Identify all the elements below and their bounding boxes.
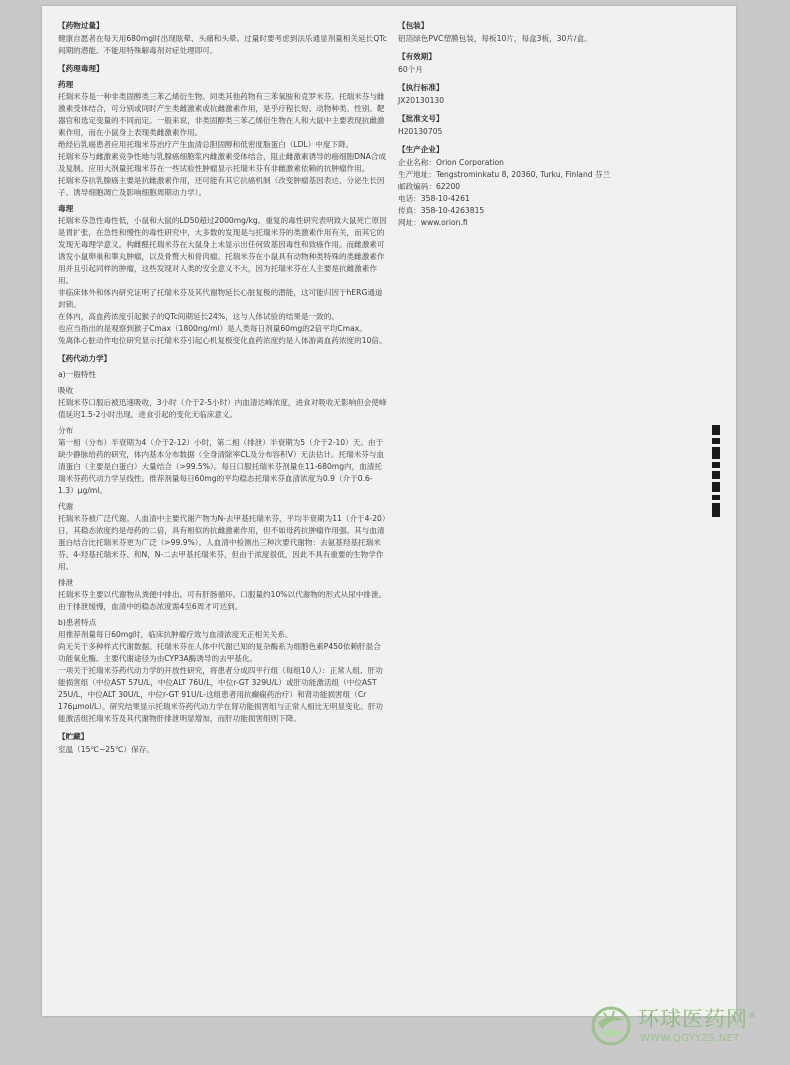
toxicity-paragraph: 也应当指出的是观察到猴子Cmax（1800ng/ml）是人类每日剂量60mg的2倍平均Cmax。 <box>58 324 367 333</box>
manufacturer-label: 电话： <box>398 194 421 203</box>
manufacturer-row <box>398 205 718 217</box>
excretion-subheading: 排泄 <box>58 578 74 587</box>
right-column <box>398 20 718 229</box>
manufacturer-row <box>398 193 718 205</box>
approval-text: H20130705 <box>398 127 443 136</box>
watermark-name <box>638 1003 757 1033</box>
approval-section <box>398 113 718 138</box>
validity-section <box>398 51 718 76</box>
toxicity-paragraph: 在体内，高血药浓度引起猴子的QTc间期延长24%，这与人体试验的结果是一致的。 <box>58 312 339 321</box>
patient-paragraph: 一项关于托瑞米芬药代动力学的开放性研究，将患者分成四平行组（每组10人）：正常人组、肝功能损害组（中位AST 57U/L，中位ALT 76U/L，中位r-GT 329U/L）或肝功能激活组（中位AST 25U/L，中位ALT 30U/L，中位r-GT 91U/L-这组患者用抗癫痫药治疗）和肾功能损害组（Cr 176μmol/L）。研究结果显示托瑞米芬药代动力学在肾功能损害组与正常人相比无明显变化。肝功能激活组托瑞米芬及其代谢物肝排泄明显增加，而肝功能损害组则下降。 <box>58 666 384 723</box>
toxicity-subheading: 毒理 <box>58 204 74 213</box>
approval-heading: 【批准文号】 <box>398 114 444 123</box>
watermark-url: WWW.QGYYZS.NET <box>640 1033 740 1044</box>
overdose-heading: 【药物过量】 <box>58 21 104 30</box>
manufacturer-value: 62200 <box>435 182 461 191</box>
manufacturer-label: 传真： <box>398 206 421 215</box>
absorption-subheading: 吸收 <box>58 386 74 395</box>
watermark-name-text: 环球医药网 <box>638 1007 748 1031</box>
left-column <box>58 20 388 756</box>
package-heading: 【包装】 <box>398 21 429 30</box>
manufacturer-value: Tengstrominkatu 8, 20360, Turku, Finland 芬兰 <box>435 170 611 179</box>
absorption-text: 托瑞米芬口服后被迅速吸收，3小时（介于2-5小时）内血清达峰浓度，进食对吸收无影响但会使峰值延迟1.5-2小时出现，进食引起的变化无临床意义。 <box>58 398 387 419</box>
metabolism-subheading: 代谢 <box>58 502 74 511</box>
toxicity-paragraph: 非临床体外和体内研究证明了托瑞米芬及其代谢物延长心脏复极的潜能，这可能归因于hERG通道封锁。 <box>58 288 383 309</box>
validity-heading: 【有效期】 <box>398 52 436 61</box>
patient-characteristics-subheading: b)患者特点 <box>58 618 97 627</box>
manufacturer-value: 358-10-4261 <box>420 194 470 203</box>
package-section <box>398 20 718 45</box>
pharmacokinetics-heading: 【药代动力学】 <box>58 354 112 363</box>
pharmacology-paragraph: 托瑞米芬抗乳腺癌主要是抗雌激素作用，还可能有其它抗癌机制（改变肿瘤基因表达、分泌生长因子、诱导细胞凋亡及影响细胞周期动力学）。 <box>58 176 385 197</box>
pharmacology-paragraph: 绝经后乳癌患者应用托瑞米芬治疗产生血清总胆固醇和低密度脂蛋白（LDL）中度下降。 <box>58 140 354 149</box>
pharmacokinetics-section <box>58 353 388 725</box>
manufacturer-value: Orion Corporation <box>435 158 504 167</box>
package-text: 铝箔绿色PVC塑膜包装，每板10片，每盒3板，30片/盒。 <box>398 34 592 43</box>
storage-text: 室温（15℃~25℃）保存。 <box>58 745 154 754</box>
globe-logo-icon <box>590 1005 632 1047</box>
distribution-text: 第一相（分布）半衰期为4（介于2-12）小时，第二相（排泄）半衰期为5（介于2-10）天。由于缺少静脉给药的研究，体内基本分布数据（全身清除率CL及分布容积V）无法估计。托瑞米芬与血清蛋白（主要是白蛋白）大量结合（>99.5%）。每日口服托瑞米芬剂量在11-680mg内，血清托瑞米芬药代动力学呈线性。推荐剂量每日60mg的平均稳态托瑞米芬血清浓度为0.9（介于0.6-1.3）μg/ml。 <box>58 438 385 495</box>
manufacturer-row <box>398 169 718 181</box>
patient-paragraph: 尚无关于多种样式代谢数据。托瑞米芬在人体中代谢已知的复杂酶系为细胞色素P450依赖肝混合功能氧化酶。主要代谢途径为由CYP3A酶诱导的去甲基化。 <box>58 642 381 663</box>
pharmacology-paragraph: 托瑞米芬与雌激素竞争性地与乳腺癌细胞浆内雌激素受体结合，阻止雌激素诱导的癌细胞DNA合成及复制。应用大剂量托瑞米芬在一些试验性肿瘤显示托瑞米芬有非雌激素依赖的抗肿瘤作用。 <box>58 152 387 173</box>
manufacturer-row <box>398 181 718 193</box>
toxicity-paragraph: 兔离体心脏动作电位研究显示托瑞米芬引起心机复极变化血药浓度约是人体游离血药浓度的10倍。 <box>58 336 387 345</box>
manufacturer-heading: 【生产企业】 <box>398 145 444 154</box>
metabolism-text: 托瑞米芬被广泛代谢。人血清中主要代谢产物为N-去甲基托瑞米芬，平均半衰期为11（介于4-20）日，其稳态浓度约是母药的二倍，具有相似的抗雌激素作用，但不如母药抗肿瘤作用强。其与血清蛋白结合比托瑞米芬更为广泛（>99.9%）。人血清中检测出三种次要代谢物：去氨基羟基托瑞米芬、4-羟基托瑞米芬、和N，N-二去甲基托瑞米芬，但由于浓度很低，因此不具有重要的生物学作用。 <box>58 514 386 571</box>
standard-text: JX20130130 <box>398 96 445 105</box>
standard-section <box>398 82 718 107</box>
standard-heading: 【执行标准】 <box>398 83 444 92</box>
toxicology-heading: 【药理毒理】 <box>58 64 104 73</box>
distribution-subheading: 分布 <box>58 426 74 435</box>
watermark-registered-mark: ® <box>748 1011 757 1020</box>
toxicology-section <box>58 63 388 347</box>
manufacturer-label: 邮政编码： <box>398 182 436 191</box>
excretion-text: 托瑞米芬主要以代谢物从粪便中排出。可有肝肠循环。口服量约10%以代谢物的形式从尿中排泄。由于排泄缓慢，血清中的稳态浓度需4至6周才可达到。 <box>58 590 387 611</box>
manufacturer-label: 企业名称： <box>398 158 436 167</box>
document-sheet <box>42 6 736 1016</box>
manufacturer-row <box>398 217 718 229</box>
pharmacology-paragraph: 托瑞米芬是一种非类固醇类三苯乙烯衍生物。同类其他药物有三苯氧胺和克罗米芬。托瑞米芬与雌激素受体结合，可分别或同时产生类雌激素或抗雌激素作用，是乎疗程长短、动物种类、性别、靶器官和选定变量的不同而定。一般来说，非类固醇类三苯乙烯衍生物在人和大鼠中主要表现抗雌激素作用，而在小鼠身上表现类雌激素作用。 <box>58 92 385 137</box>
manufacturer-row <box>398 157 718 169</box>
general-properties-subheading: a)一般特性 <box>58 370 96 379</box>
storage-heading: 【贮藏】 <box>58 732 89 741</box>
manufacturer-label: 生产地址： <box>398 170 436 179</box>
validity-text: 60个月 <box>398 65 423 74</box>
manufacturer-section <box>398 144 718 229</box>
pharmacology-subheading: 药理 <box>58 80 74 89</box>
patient-paragraph: 用推荐剂量每日60mg时，临床抗肿瘤疗效与血清浓度无正相关关系。 <box>58 630 293 639</box>
storage-section <box>58 731 388 756</box>
edge-barcode-marks <box>712 425 720 515</box>
manufacturer-value: 358-10-4263815 <box>420 206 485 215</box>
site-watermark <box>590 1003 772 1051</box>
overdose-section <box>58 20 388 57</box>
manufacturer-label: 网址： <box>398 218 421 227</box>
toxicity-paragraph: 托瑞米芬急性毒性低，小鼠和大鼠的LD50超过2000mg/kg。重复的毒性研究表明致大鼠死亡原因是胃扩张，在急性和慢性的毒性研究中，大多数的发现是与托瑞米芬的类激素作用有关，而其它的发现无毒理学意义。构雌醛托瑞米芬在大鼠身上未显示出任何致基因毒性和致癌作用。而雌激素可诱发小鼠卵巢和睾丸肿瘤，以及骨赘大和骨肉瘤。托瑞米芬在小鼠具有动物种类特殊的类雌激素作用并且引起同样的肿瘤，这些发现对人类的安全意义不大，因为托瑞米芬在人主要是抗雌激素作用。 <box>58 216 387 285</box>
overdose-text: 健康自愿者在每天用680mg时出现眩晕、头痛和头晕。过量时要考虑到法乐通显剂量相关延长QTc间期的潜能。不能用特殊解毒剂对症处理即可。 <box>58 34 387 55</box>
manufacturer-value: www.orion.fi <box>420 218 468 227</box>
